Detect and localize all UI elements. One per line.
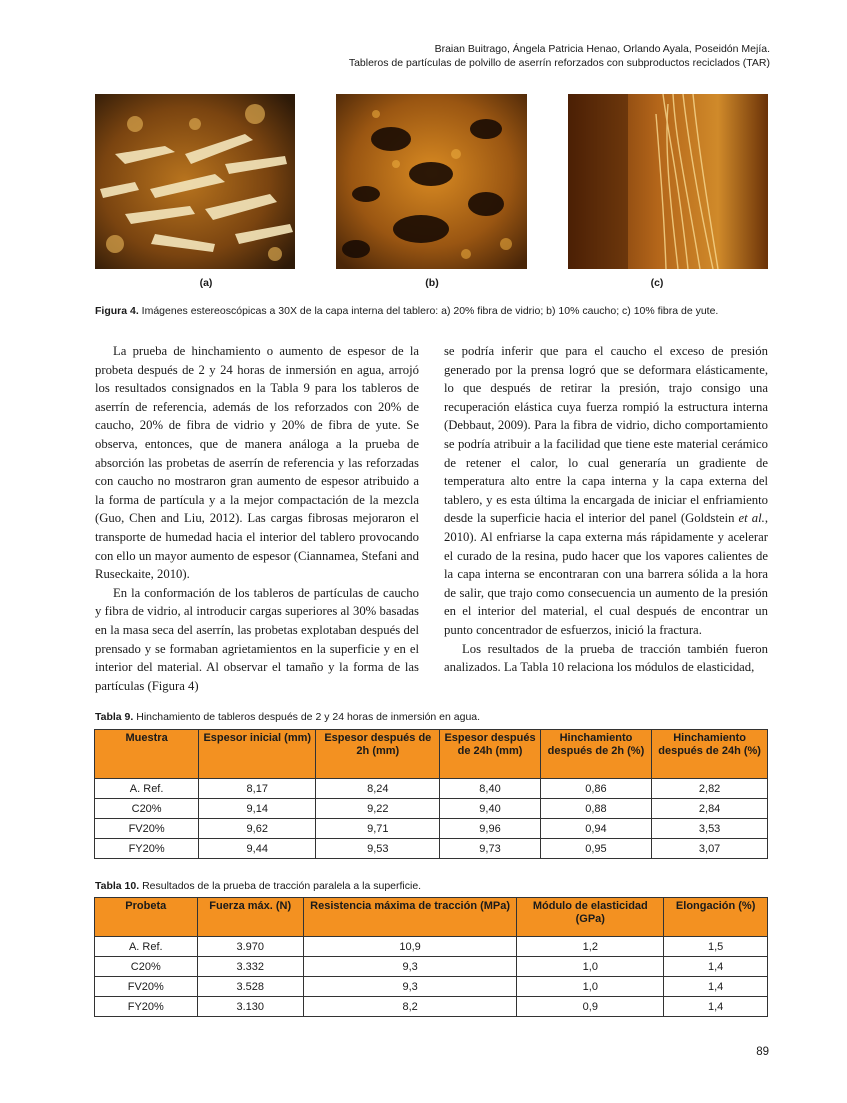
table-cell: 8,24 xyxy=(316,779,440,799)
table-row xyxy=(95,997,768,1017)
table-row xyxy=(95,819,768,839)
figure-image-rubber xyxy=(336,94,527,269)
body-column-left xyxy=(95,342,419,695)
table-row xyxy=(95,779,768,799)
column-header: Espesor después de 2h (mm) xyxy=(316,730,440,779)
header-authors: Braian Buitrago, Ángela Patricia Henao, Orlando Ayala, Poseidón Mejía. xyxy=(434,43,770,55)
table-cell: C20% xyxy=(95,957,198,977)
table-row xyxy=(95,977,768,997)
table-cell: 3.528 xyxy=(197,977,303,997)
table-cell: 9,73 xyxy=(440,839,540,859)
table10-caption-text: Resultados de la prueba de tracción paralela a la superficie. xyxy=(139,880,422,892)
table-cell: 3,53 xyxy=(652,819,768,839)
table-cell: 8,17 xyxy=(199,779,316,799)
column-header: Hinchamiento después de 2h (%) xyxy=(540,730,652,779)
table-cell: 1,4 xyxy=(664,997,768,1017)
column-header: Fuerza máx. (N) xyxy=(197,898,303,937)
table-cell: 9,62 xyxy=(199,819,316,839)
table-cell: 9,22 xyxy=(316,799,440,819)
table-cell: 1,5 xyxy=(664,937,768,957)
column-header: Espesor inicial (mm) xyxy=(199,730,316,779)
figure-caption-text: Imágenes estereoscópicas a 30X de la capa interna del tablero: a) 20% fibra de vidrio; b) 10% caucho; c) 10% fibra de yute. xyxy=(138,305,719,317)
page-number: 89 xyxy=(756,1046,769,1058)
paragraph: Los resultados de la prueba de tracción también fueron analizados. La Tabla 10 relaciona los módulos de elasticidad, xyxy=(444,641,768,675)
table-cell: 9,3 xyxy=(303,957,516,977)
table-cell: FY20% xyxy=(95,839,199,859)
figure-image-jute-fiber xyxy=(568,94,768,269)
body-column-right xyxy=(444,342,768,677)
figure-label-c: (c) xyxy=(650,277,664,289)
column-header: Resistencia máxima de tracción (MPa) xyxy=(303,898,516,937)
table-cell: 0,86 xyxy=(540,779,652,799)
table-cell: 8,40 xyxy=(440,779,540,799)
table-cell: 2,84 xyxy=(652,799,768,819)
table9-caption xyxy=(95,711,480,723)
table-10 xyxy=(94,897,768,1017)
figure-label-a: (a) xyxy=(199,277,213,289)
table-cell: 0,9 xyxy=(517,997,664,1017)
table-cell: 1,0 xyxy=(517,957,664,977)
table-row xyxy=(95,799,768,819)
table-cell: A. Ref. xyxy=(95,937,198,957)
table-cell: FV20% xyxy=(95,977,198,997)
table-cell: 9,3 xyxy=(303,977,516,997)
table-cell: 9,53 xyxy=(316,839,440,859)
table-cell: 1,4 xyxy=(664,957,768,977)
table-row xyxy=(95,937,768,957)
column-header: Elongación (%) xyxy=(664,898,768,937)
running-header xyxy=(349,42,770,70)
table-cell: 0,94 xyxy=(540,819,652,839)
table-cell: 3.970 xyxy=(197,937,303,957)
table-cell: 8,2 xyxy=(303,997,516,1017)
column-header: Muestra xyxy=(95,730,199,779)
column-header: Módulo de elasticidad (GPa) xyxy=(517,898,664,937)
table-cell: C20% xyxy=(95,799,199,819)
table-cell: FY20% xyxy=(95,997,198,1017)
table-cell: FV20% xyxy=(95,819,199,839)
figure-caption xyxy=(95,305,775,317)
column-header: Probeta xyxy=(95,898,198,937)
column-header: Hinchamiento después de 24h (%) xyxy=(652,730,768,779)
paragraph: La prueba de hinchamiento o aumento de espesor de la probeta después de 2 y 24 horas de inmersión en agua, arrojó los resultados consignados en la Tabla 9 para los tableros de aserrín de referencia, además de los reforzados con 20% de caucho, 20% de fibra de vidrio y 20% de fibra de yute. Se observa, entonces, que de manera análoga a la prueba de absorción las probetas de aserrín de referencia y las reforzadas con caucho no mostraron gran aumento de espesor atribuido a la forma de partícula y a la mejor compactación de la mezcla (Guo, Chen and Liu, 2012). Las cargas fibrosas mejoraron el transporte de humedad hacia el interior del tablero provocando con ello un mayor aumento de espesor (Ciannamea, Stefani and Ruseckaite, 2010). xyxy=(95,344,419,582)
table-row xyxy=(95,957,768,977)
figure-caption-label: Figura 4. xyxy=(95,305,139,317)
table9-caption-label: Tabla 9. xyxy=(95,711,134,723)
table-cell: 3.130 xyxy=(197,997,303,1017)
table-9 xyxy=(94,729,768,859)
table-cell: 1,0 xyxy=(517,977,664,997)
table-cell: 3.332 xyxy=(197,957,303,977)
table-cell: 0,95 xyxy=(540,839,652,859)
table-cell: 9,71 xyxy=(316,819,440,839)
table-cell: 0,88 xyxy=(540,799,652,819)
table-cell: 9,44 xyxy=(199,839,316,859)
paragraph: En la conformación de los tableros de partículas de caucho y fibra de vidrio, al introducir cargas superiores al 30% basadas en la masa seca del aserrín, las probetas explotaban después del prensado y se formaban agrietamientos en la superficie y en el interior del material. Al observar el tamaño y la forma de las partículas (Figura 4) xyxy=(95,585,419,693)
column-header: Espesor después de 24h (mm) xyxy=(440,730,540,779)
table-cell: 1,4 xyxy=(664,977,768,997)
table-cell: 9,96 xyxy=(440,819,540,839)
paragraph: se podría inferir que para el caucho el exceso de presión generado por la prensa logró que se deformara elásticamente, lo que después de retirar la presión, trajo consigo una recuperación elástica cuya fuerza rompió la estructura interna (Debbaut, 2009). Para la fibra de vidrio, dicho comportamiento se podría atribuir a la facilidad que tiene este material cerámico de retener el calor, lo cual generaría un gradiente de temperatura alto entre la capa interna y la capa externa del tablero, y es esta última la encargada de iniciar el enfriamiento desde la superficie hacia el interior del panel (Goldstein et al., 2010). Al enfriarse la capa externa más rápidamente y acelerar el curado de la resina, pudo hacer que los vapores calientes de la capa interna se encontraran con una barrera sólida a la hora de salir, que trajo como consecuencia un aumento de la presión en el interior del material, el cual después de encontrar un punto concentrador de esfuerzos, inició la fractura. xyxy=(444,344,768,637)
table-cell: 2,82 xyxy=(652,779,768,799)
table10-caption xyxy=(95,880,421,892)
table-cell: 9,40 xyxy=(440,799,540,819)
table10-caption-label: Tabla 10. xyxy=(95,880,140,892)
table-cell: 9,14 xyxy=(199,799,316,819)
figure-image-glass-fiber xyxy=(95,94,295,269)
table-cell: 1,2 xyxy=(517,937,664,957)
table-row xyxy=(95,839,768,859)
table-cell: 3,07 xyxy=(652,839,768,859)
header-article-title: Tableros de partículas de polvillo de aserrín reforzados con subproductos reciclados (TAR) xyxy=(348,57,770,69)
table-cell: A. Ref. xyxy=(95,779,199,799)
table-cell: 10,9 xyxy=(303,937,516,957)
figure-label-b: (b) xyxy=(425,277,439,289)
citation-et-al: et al. xyxy=(738,511,765,526)
table9-caption-text: Hinchamiento de tableros después de 2 y 24 horas de inmersión en agua. xyxy=(133,711,481,723)
